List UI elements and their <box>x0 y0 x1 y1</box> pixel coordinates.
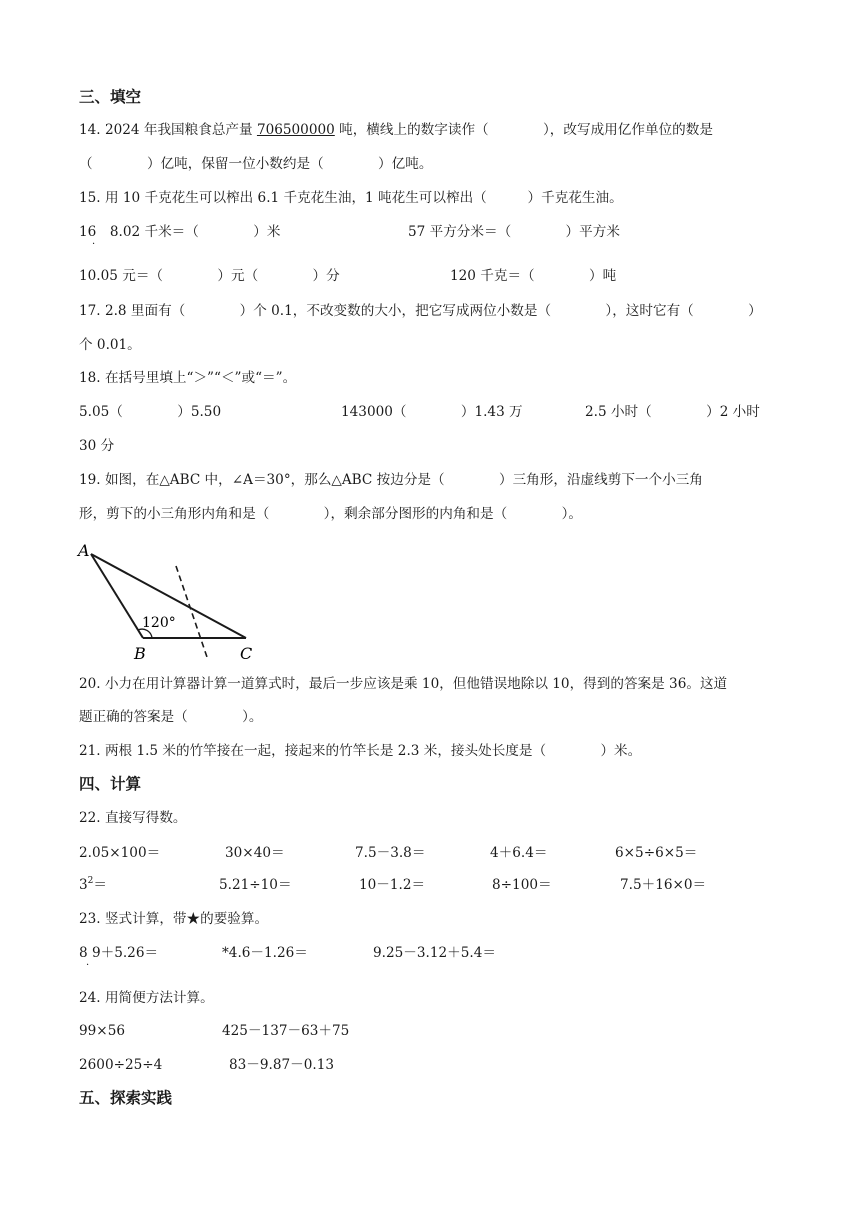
q14-underlined-number: 706500000 <box>256 122 335 138</box>
q16-part-d: 120 千克＝（ ）吨 <box>450 268 617 284</box>
question-15: 15. 用 10 千克花生可以榨出 6.1 千克花生油，1 吨花生可以榨出（ ）千克花生油。 <box>79 190 623 206</box>
q22-item: 7.5＋16×0＝ <box>620 877 707 893</box>
power-equals: ＝ <box>93 877 107 893</box>
q22-item: 10－1.2＝ <box>359 877 426 893</box>
q16-part-a: 16 8.02 千米＝（ ）米 <box>79 224 281 240</box>
angle-120-label: 120° <box>142 615 176 631</box>
q23-item: 8 9＋5.26＝ <box>79 945 159 961</box>
q22-item: 4＋6.4＝ <box>490 845 548 861</box>
q23-item: 9.25－3.12＋5.4＝ <box>373 945 496 961</box>
question-18-prompt: 18. 在括号里填上“＞”“＜”或“＝”。 <box>79 370 297 386</box>
question-24-prompt: 24. 用简便方法计算。 <box>79 990 214 1006</box>
q24-item: 425－137－63＋75 <box>222 1023 350 1039</box>
stray-dot-mark: · <box>92 239 96 250</box>
question-17-line-1: 17. 2.8 里面有（ ）个 0.1，不改变数的大小，把它写成两位小数是（ ），这时它有（ ） <box>79 303 762 319</box>
section-heading-fill: 三、填空 <box>79 88 142 106</box>
question-19-line-1: 19. 如图，在△ABC 中，∠A＝30°，那么△ABC 按边分是（ ）三角形，沿虚线剪下一个小三角 <box>79 472 703 488</box>
question-22-prompt: 22. 直接写得数。 <box>79 810 187 826</box>
vertex-c-label: C <box>240 644 253 663</box>
power-base: 3 <box>79 877 88 893</box>
q22-item: 2.05×100＝ <box>79 845 161 861</box>
question-19-line-2: 形，剪下的小三角形内角和是（ ），剩余部分图形的内角和是（ ）。 <box>79 506 582 522</box>
q14-text-pre: 14. 2024 年我国粮食总产量 <box>79 122 257 138</box>
q22-item: 8÷100＝ <box>492 877 552 893</box>
q24-item: 83－9.87－0.13 <box>229 1057 335 1073</box>
section-heading-explore: 五、探索实践 <box>79 1089 173 1107</box>
q22-item-power <box>79 875 107 895</box>
q14-text-post: 吨，横线上的数字读作（ ），改写成用亿作单位的数是 <box>334 122 713 138</box>
q22-item: 30×40＝ <box>225 845 285 861</box>
dashed-cut-line <box>176 566 208 660</box>
q22-item: 6×5÷6×5＝ <box>615 845 698 861</box>
section-heading-calc: 四、计算 <box>79 775 142 793</box>
q18-compare-a: 5.05（ ）5.50 <box>79 404 222 420</box>
q24-item: 99×56 <box>79 1023 125 1039</box>
question-20-line-1: 20. 小力在用计算器计算一道算式时，最后一步应该是乘 10，但他错误地除以 10，得到的答案是 36。这道 <box>79 676 728 692</box>
triangle-figure <box>76 538 266 664</box>
q16-part-b: 57 平方分米＝（ ）平方米 <box>408 224 620 240</box>
question-14-line-1 <box>79 120 790 140</box>
power-exponent: 2 <box>87 876 94 886</box>
q18-compare-b: 143000（ ）1.43 万 <box>341 404 523 420</box>
q22-item: 7.5－3.8＝ <box>355 845 426 861</box>
question-23-prompt: 23. 竖式计算，带★的要验算。 <box>79 911 269 927</box>
question-17-line-2: 个 0.01。 <box>79 337 141 353</box>
q16-part-c: 10.05 元＝（ ）元（ ）分 <box>79 268 340 284</box>
q18-compare-c: 2.5 小时（ ）2 小时 <box>585 404 760 420</box>
question-20-line-2: 题正确的答案是（ ）。 <box>79 709 263 725</box>
vertex-a-label: A <box>78 541 90 560</box>
triangle-side-ab <box>91 554 143 638</box>
q23-item: *4.6－1.26＝ <box>222 945 308 961</box>
q24-item: 2600÷25÷4 <box>79 1057 163 1073</box>
question-14-line-2: （ ）亿吨，保留一位小数约是（ ）亿吨。 <box>79 156 433 172</box>
question-18-row-cont: 30 分 <box>79 438 115 454</box>
vertex-b-label: B <box>134 644 146 663</box>
question-21: 21. 两根 1.5 米的竹竿接在一起，接起来的竹竿长是 2.3 米，接头处长度是（ ）米。 <box>79 743 642 759</box>
stray-dot-mark: · <box>86 960 90 971</box>
q22-item: 5.21÷10＝ <box>219 877 292 893</box>
